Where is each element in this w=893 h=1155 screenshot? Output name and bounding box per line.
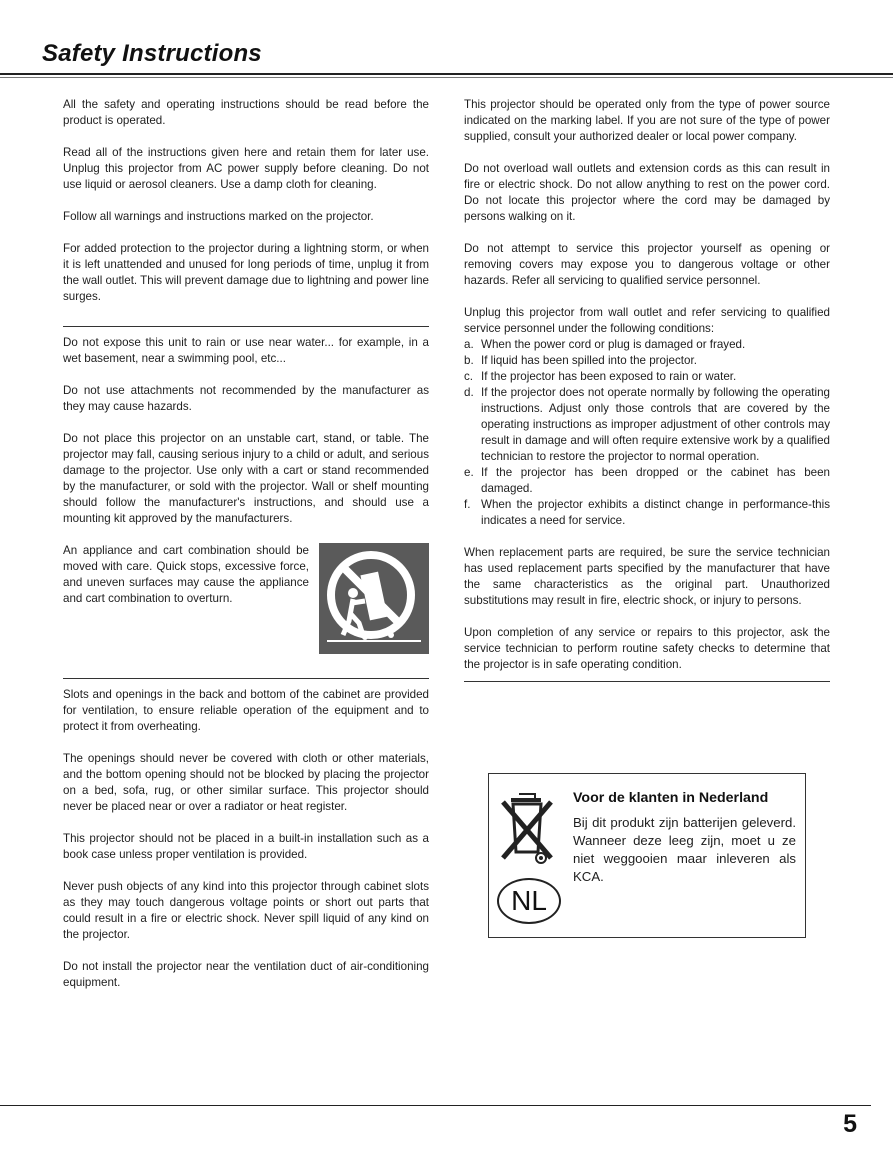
- cart-warning-block: [63, 543, 429, 654]
- paragraph: The openings should never be covered with cloth or other materials, and the bottom opening should not be blocked by placing the projector on a bed, sofa, rug, or other similar surface. This projector should never be placed near or over a radiator or heat register.: [63, 752, 429, 813]
- list-marker: b.: [464, 354, 474, 367]
- list-item-text: If the projector does not operate normally by following the operating instructions. Adjust only those controls that are covered by the operating instructions as improper adjustment of other controls may result in damage and will often require extensive work by a qualified technician to restore the projector to normal operation.: [481, 386, 830, 463]
- paragraph: Never push objects of any kind into this projector through cabinet slots as they may touch dangerous voltage points or short out parts that could result in a fire or electric shock. Never spill liquid of any kind on the projector.: [63, 880, 429, 941]
- nl-logo: NL: [497, 878, 561, 924]
- nl-heading: Voor de klanten in Nederland: [573, 790, 769, 806]
- list-item-text: If the projector has been exposed to rain or water.: [481, 370, 737, 383]
- paragraph: This projector should not be placed in a built-in installation such as a book case unless proper ventilation is provided.: [63, 832, 429, 861]
- list-marker: f.: [464, 498, 471, 511]
- paragraph: Slots and openings in the back and bottom of the cabinet are provided for ventilation, to ensure reliable operation of the equipment and to protect it from overheating.: [63, 688, 429, 733]
- paragraph: This projector should be operated only from the type of power source indicated on the marking label. If you are not sure of the type of power supplied, consult your authorized dealer or local power company.: [464, 98, 830, 143]
- section-divider: [63, 326, 429, 327]
- list-item-text: If liquid has been spilled into the projector.: [481, 354, 697, 367]
- paragraph: Do not attempt to service this projector yourself as opening or removing covers may expose you to dangerous voltage or other hazards. Refer all servicing to qualified service personnel.: [464, 242, 830, 287]
- right-column: [464, 97, 830, 682]
- service-conditions-list: [464, 337, 830, 529]
- paragraph: For added protection to the projector during a lightning storm, or when it is left unattended and unused for long periods of time, unplug it from the wall outlet. This will prevent damage due to lightning and power line surges.: [63, 242, 429, 303]
- section-divider: [63, 678, 429, 679]
- paragraph: Follow all warnings and instructions marked on the projector.: [63, 210, 374, 223]
- nl-text: Bij dit produkt zijn batterijen geleverd. Wanneer deze leeg zijn, moet u ze niet weggooien maar inleveren als KCA.: [573, 815, 796, 884]
- cart-tipover-warning-icon: [319, 543, 429, 654]
- list-item: [464, 369, 830, 385]
- list-item: [464, 385, 830, 465]
- paragraph: Do not use attachments not recommended by the manufacturer as they may cause hazards.: [63, 384, 429, 413]
- list-item-text: When the power cord or plug is damaged or frayed.: [481, 338, 746, 351]
- paragraph: When replacement parts are required, be sure the service technician has used replacement parts specified by the manufacturer that have the same characteristics as the original part. Unauthorized substitutions may result in fire, electric shock, or injury to persons.: [464, 546, 830, 607]
- page-title: Safety Instructions: [42, 40, 262, 67]
- title-rule-thin: [0, 77, 893, 78]
- paragraph: Upon completion of any service or repairs to this projector, ask the service technician to perform routine safety checks to determine that the projector is in safe operating condition.: [464, 626, 830, 671]
- paragraph: An appliance and cart combination should be moved with care. Quick stops, excessive force, and uneven surfaces may cause the appliance and cart combination to overturn.: [63, 544, 309, 605]
- list-marker: c.: [464, 370, 474, 383]
- list-item: [464, 353, 830, 369]
- list-item: [464, 465, 830, 497]
- left-column: [63, 97, 429, 1007]
- list-marker: e.: [464, 466, 474, 479]
- page-number: 5: [843, 1110, 857, 1138]
- paragraph: Do not install the projector near the ventilation duct of air-conditioning equipment.: [63, 960, 429, 989]
- list-item-text: If the projector has been dropped or the cabinet has been damaged.: [481, 466, 830, 495]
- list-item: [464, 497, 830, 529]
- paragraph: All the safety and operating instructions should be read before the product is operated.: [63, 98, 429, 127]
- list-marker: a.: [464, 338, 474, 351]
- paragraph: Unplug this projector from wall outlet and refer servicing to qualified service personnel under the following conditions:: [464, 306, 830, 335]
- list-marker: d.: [464, 386, 474, 399]
- section-divider: [464, 681, 830, 682]
- nl-battery-notice: [488, 773, 806, 938]
- paragraph: Do not expose this unit to rain or use near water... for example, in a wet basement, near a swimming pool, etc...: [63, 336, 429, 365]
- list-item: [464, 337, 830, 353]
- list-item-text: When the projector exhibits a distinct change in performance-this indicates a need for service.: [481, 498, 830, 527]
- title-rule: [0, 73, 893, 75]
- paragraph: Read all of the instructions given here and retain them for later use. Unplug this projector from AC power supply before cleaning. Do not use liquid or aerosol cleaners. Use a damp cloth for cleaning.: [63, 146, 429, 191]
- crossed-out-bin-icon: [497, 788, 557, 868]
- paragraph: Do not place this projector on an unstable cart, stand, or table. The projector may fall, causing serious injury to a child or adult, and serious damage to the projector. Use only with a cart or stand recommended by the manufacturer, or sold with the projector. Wall or shelf mounting should follow the manufacturer's instructions, and should use a mounting kit approved by the manufacturers.: [63, 432, 429, 525]
- footer-rule: [0, 1105, 871, 1106]
- paragraph: Do not overload wall outlets and extension cords as this can result in fire or electric shock. Do not allow anything to rest on the power cord. Do not locate this projector where the cord may be damaged by persons walking on it.: [464, 162, 830, 223]
